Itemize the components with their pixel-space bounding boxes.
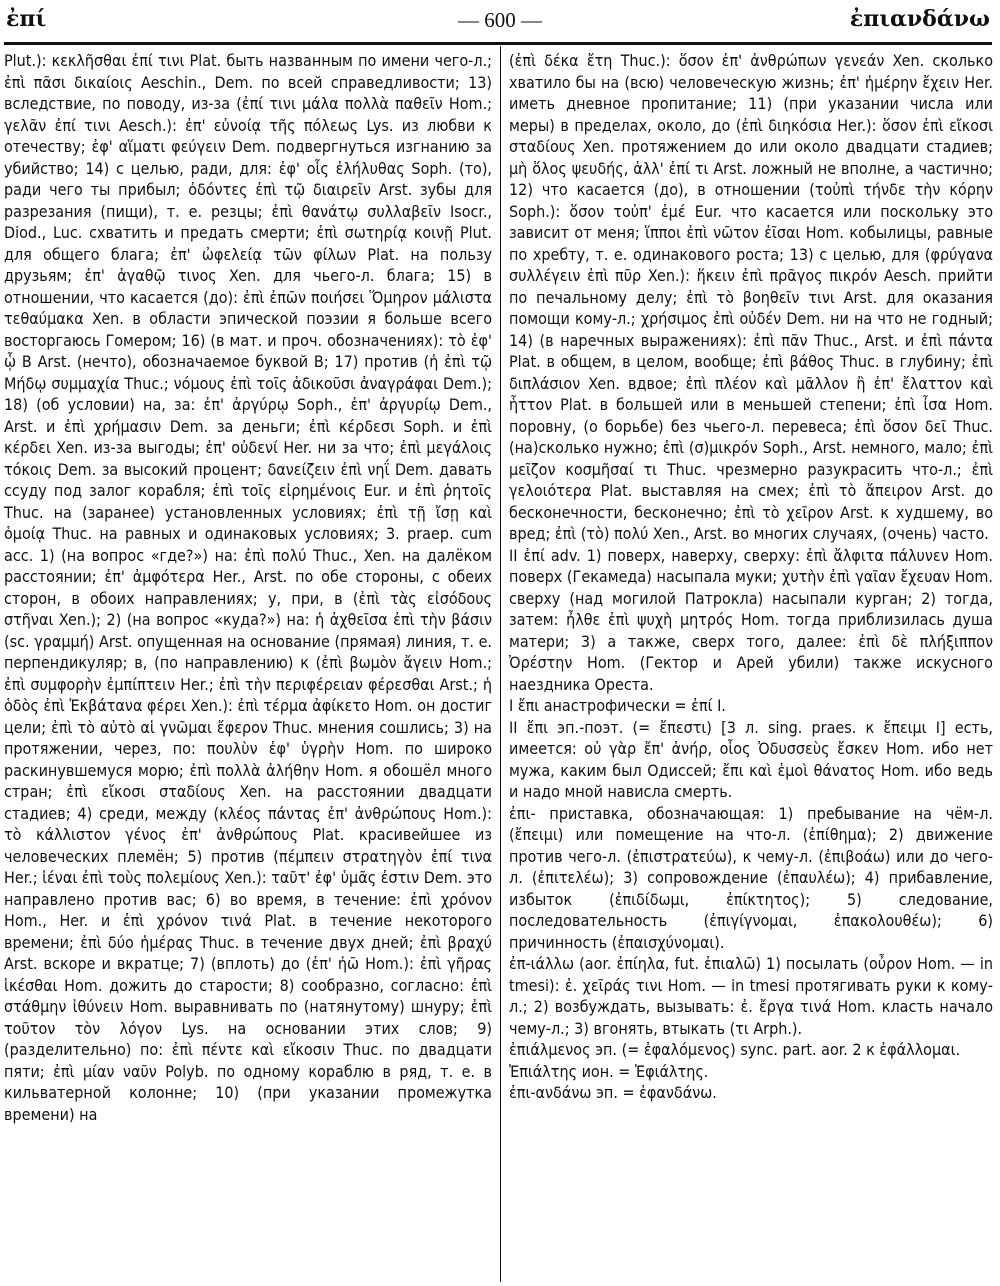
entry-text: Ἐπιάλτης ион. = Ἐφιάλτης. — [509, 1061, 709, 1081]
page-number: — 600 — — [458, 8, 542, 32]
running-headword-right: ἐπιανδάνω — [849, 6, 990, 32]
entry-text: Plut.): κεκλῆσθαι ἐπί τινι Plat. быть названным по имени чего-л.; ἐπὶ πᾶσι δικαίοις Aeschin., Dem. по всей справедливости; 13) вследствие, по поводу, из-за (ἐπί τινι μάλα πολλὰ παθεῖν Hom.; γελᾶν ἐπί τινι Aesch.): ἐπ' εὐνοίᾳ τῆς πόλεως Lys. из любви к отечеству; ἐφ' αἵματι φεύγειν Dem. подвергнуться изгнанию за убийство; 14) с целью, ради, для: ἐφ' οἷς ἐλήλυθας Soph. (то), ради чего ты прибыл; ὀδόντες ἐπὶ τῷ διαιρεῖν Arst. зубы для разрезания (пищи), т. е. резцы; ἐπὶ θανάτῳ συλλαβεῖν Isocr., Diod., Luc. схватить и предать смерти; ἐπὶ σωτηρίᾳ κοινῇ Plut. для общего блага; ἐπ' ὠφελείᾳ τῶν φίλων Plat. на пользу друзьям; ἐπ' ἀγαθῷ τινος Xen. для чьего-л. блага; 15) в отношении, что касается (до): ἐπὶ ἐπῶν ποιήσει Ὅμηρον μάλιστα τεθαύμακα Xen. в области эпической поэзии я больше всего восторгаюсь Гомером; 16) (в мат. и проч. обозначениях): τὸ ἐφ' ᾧ Β Arst. (нечто), обозначаемое буквой В; 17) против (ἡ ἐπὶ τῷ Μήδῳ συμμαχία Thuc.; νόμους ἐπὶ τοῖς ἀδικοῦσι ἀναγράφαι Dem.); 18) (об условии) на, за: ἐπ' ἀργύρῳ Soph., ἐπ' ἀργυρίῳ Dem., Arst. и ἐπὶ χρήμασιν Dem. за деньги; ἐπὶ κέρδεσι Soph. и ἐπὶ κέρδει Xen. из-за выгоды; ἐπ' οὐδενί Her. ни за что; ἐπὶ μεγάλοις τόκοις Dem. за высокий процент; δανείζειν ἐπὶ νηΐ Dem. давать ссуду под залог корабля; ἐπὶ τοῖς εἰρημένοις Eur. и ἐπὶ ῥητοῖς Thuc. на (заранее) установленных условиях; ἐπὶ τῇ ἴσῃ καὶ ὁμοίᾳ Thuc. на равных и одинаковых условиях; 3. praep. cum acc. 1) (на вопрос «где?») на: ἐπὶ πολύ Thuc., Xen. на далёком расстоянии; ἐπ' ἀμφότερα Her., Arst. по обе стороны, с обеих сторон, в обоих направлениях; у, при, в (ἐπὶ τὰς εἰσόδους στῆναι Xen.); 2) (на вопрос «куда?») на: ἡ ἀχθεῖσα ἐπὶ τὴν βάσιν (sc. γραμμή) Arst. опущенная на основание (прямая) линия, т. е. перпендикуляр; в, (по направлению) к (ἐπὶ βωμὸν ἄγειν Hom.; ἐπὶ συμφορὴν ἐμπίπτειν Her.; ἐπὶ τὴν περιφέρειαν φέρεσθαι Arst.; ἡ ὁδὸς ἐπὶ Ἐκβάτανα φέρει Xen.): ἐπὶ τέρμα ἀφίκετο Hom. он достиг цели; ἐπὶ τὸ αὐτὸ αἱ γνῶμαι ἔφερον Thuc. мнения сошлись; 3) на протяжении, через, по: πουλὺν ἐφ' ὑγρὴν Hom. по широко раскинувшемуся морю; ἐπὶ πολλὰ ἀλήθην Hom. я обошёл много стран; ἐπὶ εἴκοσι σταδίους Xen. на расстоянии двадцати стадиев; 4) среди, между (κλέος πάντας ἐπ' ἀνθρώπους Hom.): τὸ κάλλιστον γένος ἐπ' ἀνθρώπους Plat. красивейшее из человеческих племён; 5) против (πέμπειν στρατηγὸν ἐπί τινα Her.; ἰέναι ἐπὶ τοὺς πολεμίους Xen.): ταῦτ' ἐφ' ὑμᾶς ἐστιν Dem. это направлено против вас; 6) во время, в течение: ἐπὶ χρόνον Hom., Her. и ἐπὶ χρόνον τινά Plat. в течение некоторого времени; ἐπὶ δύο ἡμέρας Thuc. в течение двух дней; ἐπὶ βραχύ Arst. вскоре и вкратце; 7) (вплоть) до (ἐπ' ἠῶ Hom.): ἐπὶ γῆρας ἱκέσθαι Hom. дожить до старости; 8) сообразно, согласно: ἐπὶ στάθμην ἰθύνειν Hom. выравнивать по (натянутому) шнуру; ἐπὶ τοῦτον τὸν λόγον Lys. на основании этих слов; 9) (разделительно) по: ἐπὶ πέντε καὶ εἴκοσιν Thuc. по двадцати пяти; ἐπὶ μίαν ναῦν Polyb. по одному кораблю в ряд, т. е. в кильватерной колонне; 10) (при указании промежутка времени) на — [4, 51, 493, 1124]
entry-text: II ἔπι эп.-поэт. (= ἔπεστι) [3 л. sing. praes. к ἔπειμι I] есть, имеется: οὐ γὰρ ἔπ' ἀνήρ, οἷος Ὀδυσσεὺς ἔσκεν Hom. ибо нет мужа, каким был Одиссей; ἔπι καὶ ἐμοὶ θάνατος Hom. ибо ведь и надо мной нависла смерть. — [509, 717, 993, 801]
column-divider — [500, 46, 501, 1282]
entry-text: ἐπι-ανδάνω эп. = ἐφανδάνω. — [509, 1083, 717, 1102]
left-column — [4, 50, 492, 1125]
entry-text: ἐπ-ιάλλω (aor. ἐπίηλα, fut. ἐπιαλῶ) 1) посылать (οὖρον Hom. — in tmesi): ἐ. χεῖράς τινι Hom. — in tmesi протягивать руки к кому-л.; 2) возбуждать, вызывать: ἐ. ἔργα τινά Hom. класть начало чему-л.; 3) вгонять, втыкать (τι Arph.). — [509, 954, 993, 1038]
entry-text: I ἔπι анастрофически = ἐπί I. — [509, 696, 726, 715]
entry-text: II ἐπί adv. 1) поверх, наверху, сверху: ἐπὶ ἄλφιτα πάλυνεν Hom. поверх (Гекамеда) насыпала муки; χυτὴν ἐπὶ γαῖαν ἔχευαν Hom. сверху (над могилой Патрокла) насыпали курган; 2) тогда, затем: ἦλθε ἐπὶ ψυχὴ μητρός Hom. тогда приблизилась душа матери; 3) а также, сверх того, далее: ἐπὶ δὲ πλήξιππον Ὀρέστην Hom. (Гектор и Арей убили) также искусного наездника Ореста. — [509, 545, 993, 694]
running-headword-left: ἐπί — [6, 6, 47, 32]
page-header — [0, 0, 1000, 40]
entry-text: (ἐπὶ δέκα ἔτη Thuc.): ὅσον ἐπ' ἀνθρώπων γενεάν Xen. сколько хватило бы на (всю) человеческую жизнь; ἐπ' ἡμέρην ἔχειν Her. иметь дневное пропитание; 11) (при указании числа или меры) в пределах, около, до (ἐπὶ διηκόσια Her.): ὅσον ἐπὶ εἴκοσι σταδίους Xen. протяжением до или около двадцати стадиев; μὴ ὅλος ψευδής, ἀλλ' ἐπί τι Arst. ложный не вполне, а частично; 12) что касается (до), в отношении (τοὐπὶ τήνδε τὴν κόρην Soph.): ὅσον τοὐπ' ἐμέ Eur. что касается или поскольку это зависит от меня; ἵπποι ἐπὶ νῶτον ἐῖσαι Hom. кобылицы, равные по хребту, т. е. одинакового роста; 13) с целью, для (φρύγανα συλλέγειν ἐπὶ πῦρ Xen.): ἥκειν ἐπὶ πρᾶγος πικρόν Aesch. прийти по печальному делу; ἐπὶ τὸ βοηθεῖν τινι Arst. для оказания помощи кому-л.; χρήσιμος ἐπὶ οὐδέν Dem. ни на что не годный; 14) (в наречных выражениях): ἐπὶ πᾶν Thuc., Arst. и ἐπὶ πάντα Plat. в общем, в целом, вообще; ἐπὶ βάθος Thuc. в глубину; ἐπὶ διπλάσιον Xen. вдвое; ἐπὶ πλέον καὶ μᾶλλον ἢ ἐπ' ἔλαττον καὶ ἧττον Plat. в большей или в меньшей степени; ἐπὶ ἶσα Hom. поровну, (о борьбе) без чьего-л. перевеса; ἐπὶ ὅσον δεῖ Thuc. (на)сколько нужно; ἐπὶ (σ)μικρόν Soph., Arst. немного, мало; ἐπὶ μεῖζον κοσμῆσαί τι Thuc. чрезмерно разукрасить что-л.; ἐπὶ γελοιότερα Plat. выставляя на смех; ἐπὶ τὸ ἄπειρον Arst. до бесконечности, бесконечно; ἐπὶ τὸ χεῖρον Arst. к худшему, во вред; ἐπὶ (τὸ) πολύ Xen., Arst. во многих случаях, (очень) часто. — [509, 51, 993, 543]
header-rule — [4, 42, 992, 45]
entry-text: ἐπιάλμενος эп. (= ἐφαλόμενος) sync. part. aor. 2 к ἐφάλλομαι. — [509, 1040, 961, 1059]
entry-text: ἐπι- приставка, обозначающая: 1) пребывание на чём-л. (ἔπειμι) или помещение на что-л. (ἐπίθημα); 2) движение против чего-л. (ἐπιστρατεύω), к чему-л. (ἐπιβοάω) или до чего-л. (ἐπιτελέω); 3) сопровождение (ἐπαυλέω); 4) прибавление, избыток (ἐπιδίδωμι, ἐπίκτητος); 5) следование, последовательность (ἐπιγίγνομαι, ἐπακολουθέω); 6) причинность (ἐπαισχύνομαι). — [509, 803, 993, 952]
right-column — [509, 50, 993, 1104]
